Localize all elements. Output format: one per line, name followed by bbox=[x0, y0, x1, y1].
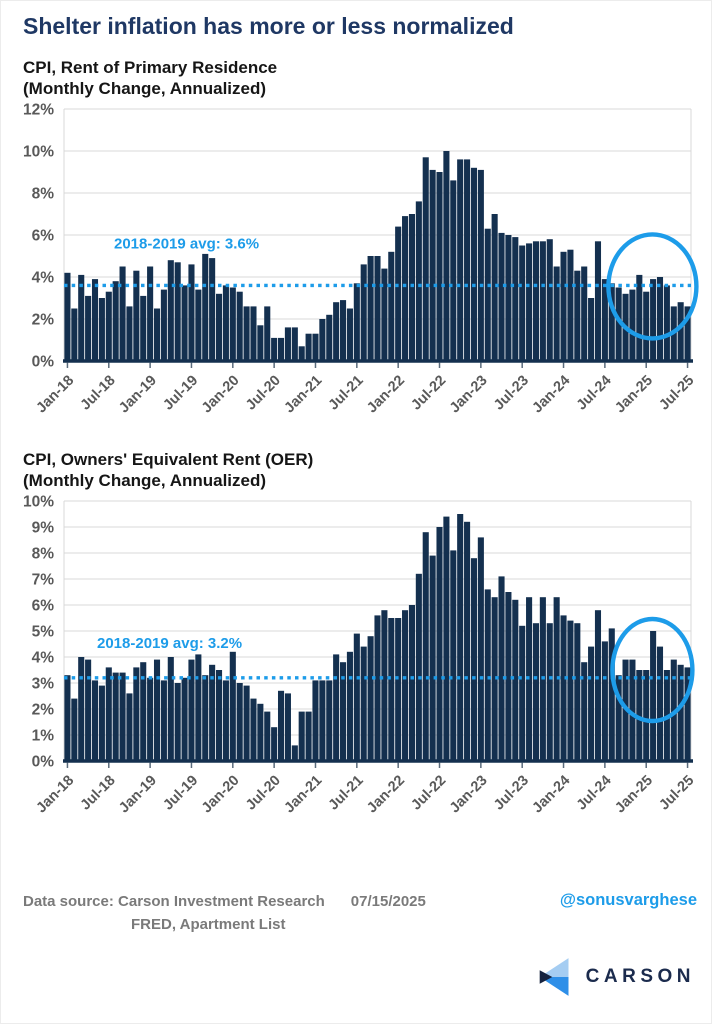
bar-month-68 bbox=[533, 241, 539, 361]
x-tick-label: Jul-23 bbox=[491, 372, 533, 414]
x-tick-label: Jan-24 bbox=[529, 372, 574, 417]
bar-month-68 bbox=[533, 623, 539, 761]
bar-month-46 bbox=[381, 269, 387, 361]
bar-month-2 bbox=[78, 657, 84, 761]
bar-month-35 bbox=[306, 334, 312, 361]
bar-month-14 bbox=[161, 290, 167, 361]
x-tick-label: Jul-19 bbox=[160, 772, 202, 814]
bar-month-36 bbox=[312, 680, 318, 761]
bar-month-59 bbox=[471, 558, 477, 761]
bar-month-57 bbox=[457, 514, 463, 761]
bar-month-14 bbox=[161, 680, 167, 761]
bar-month-63 bbox=[498, 233, 504, 361]
bar-month-8 bbox=[120, 673, 126, 761]
x-tick-label: Jul-25 bbox=[656, 772, 698, 814]
data-source-line bbox=[23, 893, 426, 910]
bar-month-57 bbox=[457, 159, 463, 361]
x-tick-label: Jul-18 bbox=[77, 772, 119, 814]
bar-month-12 bbox=[147, 678, 153, 761]
bar-month-39 bbox=[333, 654, 339, 761]
bar-month-17 bbox=[182, 678, 188, 761]
bar-month-1 bbox=[71, 699, 77, 761]
bar-month-3 bbox=[85, 660, 91, 761]
bar-month-77 bbox=[595, 241, 601, 361]
y-tick-label: 8% bbox=[31, 545, 54, 563]
y-tick-label: 6% bbox=[31, 597, 54, 615]
bar-month-65 bbox=[512, 237, 518, 361]
oer-chart-title-line2: (Monthly Change, Annualized) bbox=[23, 471, 267, 490]
x-tick-label: Jan-22 bbox=[364, 772, 408, 817]
bar-month-15 bbox=[168, 260, 174, 361]
bar-month-16 bbox=[175, 683, 181, 761]
x-tick-label: Jul-25 bbox=[656, 372, 698, 414]
bar-month-75 bbox=[581, 267, 587, 362]
bar-month-61 bbox=[485, 229, 491, 361]
bar-month-56 bbox=[450, 550, 456, 761]
bar-month-41 bbox=[347, 309, 353, 362]
rent-chart-title-line1: CPI, Rent of Primary Residence bbox=[23, 58, 278, 77]
bar-month-7 bbox=[113, 281, 119, 361]
x-tick-label: Jan-22 bbox=[364, 372, 408, 417]
bar-month-31 bbox=[278, 691, 284, 761]
bar-month-33 bbox=[292, 745, 298, 761]
bar-month-5 bbox=[99, 298, 105, 361]
y-tick-label: 9% bbox=[31, 519, 54, 537]
bar-month-85 bbox=[650, 279, 656, 361]
bar-month-58 bbox=[464, 522, 470, 761]
bar-month-18 bbox=[188, 660, 194, 761]
x-tick-label: Jan-20 bbox=[198, 372, 243, 417]
y-tick-label: 6% bbox=[31, 227, 54, 245]
bar-month-10 bbox=[133, 667, 139, 761]
average-annotation: 2018-2019 avg: 3.2% bbox=[97, 634, 243, 652]
bar-month-24 bbox=[230, 652, 236, 761]
bar-month-53 bbox=[430, 556, 436, 761]
bar-month-54 bbox=[436, 527, 442, 761]
rent-chart-section bbox=[1, 57, 711, 433]
bar-month-26 bbox=[244, 686, 250, 761]
bar-month-84 bbox=[643, 670, 649, 761]
x-tick-label: Jan-25 bbox=[612, 372, 657, 417]
x-tick-label: Jan-24 bbox=[529, 772, 574, 817]
bar-month-43 bbox=[361, 264, 367, 361]
bar-month-29 bbox=[264, 306, 270, 361]
bar-month-54 bbox=[436, 172, 442, 361]
bar-month-27 bbox=[250, 306, 256, 361]
bar-month-30 bbox=[271, 338, 277, 361]
bar-month-16 bbox=[175, 262, 181, 361]
y-tick-label: 7% bbox=[31, 571, 54, 589]
bar-month-19 bbox=[195, 654, 201, 761]
carson-logo-icon bbox=[537, 955, 573, 999]
y-tick-label: 8% bbox=[31, 185, 54, 203]
x-tick-label: Jul-21 bbox=[325, 772, 367, 814]
bar-month-67 bbox=[526, 243, 532, 361]
x-tick-label: Jul-18 bbox=[77, 372, 119, 414]
bar-month-39 bbox=[333, 302, 339, 361]
rent-chart bbox=[1, 101, 711, 433]
y-tick-label: 10% bbox=[22, 143, 54, 161]
x-tick-label: Jul-23 bbox=[491, 772, 533, 814]
bar-month-60 bbox=[478, 537, 484, 761]
bar-month-18 bbox=[188, 264, 194, 361]
carson-logo bbox=[537, 955, 695, 999]
bar-month-38 bbox=[326, 315, 332, 361]
bar-month-89 bbox=[678, 302, 684, 361]
bar-month-20 bbox=[202, 254, 208, 361]
x-tick-label: Jan-19 bbox=[116, 772, 160, 817]
y-tick-label: 5% bbox=[31, 623, 54, 641]
bar-month-58 bbox=[464, 159, 470, 361]
bar-month-56 bbox=[450, 180, 456, 361]
bar-month-6 bbox=[106, 667, 112, 761]
bar-month-3 bbox=[85, 296, 91, 361]
bar-month-48 bbox=[395, 227, 401, 361]
bar-month-52 bbox=[423, 157, 429, 361]
x-tick-label: Jan-25 bbox=[612, 772, 657, 817]
x-tick-label: Jul-20 bbox=[243, 372, 284, 414]
bar-month-74 bbox=[574, 623, 580, 761]
bar-month-76 bbox=[588, 298, 594, 361]
bar-month-49 bbox=[402, 610, 408, 761]
bar-month-12 bbox=[147, 267, 153, 362]
x-tick-label: Jan-19 bbox=[116, 372, 160, 417]
x-tick-label: Jan-20 bbox=[198, 772, 243, 817]
bar-month-44 bbox=[368, 636, 374, 761]
bar-month-26 bbox=[244, 306, 250, 361]
bar-month-22 bbox=[216, 670, 222, 761]
bar-month-23 bbox=[223, 680, 229, 761]
bar-month-28 bbox=[257, 325, 263, 361]
y-tick-label: 0% bbox=[31, 353, 54, 371]
date-text: 07/15/2025 bbox=[350, 893, 426, 910]
bar-month-40 bbox=[340, 300, 346, 361]
oer-chart-title bbox=[23, 449, 711, 491]
x-tick-label: Jan-21 bbox=[281, 372, 326, 417]
bar-month-13 bbox=[154, 660, 160, 761]
bar-month-59 bbox=[471, 168, 477, 361]
x-tick-label: Jul-21 bbox=[325, 372, 367, 414]
y-tick-label: 3% bbox=[31, 675, 54, 693]
bar-month-1 bbox=[71, 309, 77, 362]
bar-month-15 bbox=[168, 657, 174, 761]
x-tick-label: Jul-19 bbox=[160, 372, 202, 414]
bar-month-77 bbox=[595, 610, 601, 761]
bar-month-60 bbox=[478, 170, 484, 361]
bar-month-5 bbox=[99, 686, 105, 761]
bar-month-20 bbox=[202, 675, 208, 761]
bar-month-34 bbox=[299, 712, 305, 761]
x-tick-label: Jan-18 bbox=[33, 372, 78, 417]
bar-month-9 bbox=[126, 306, 132, 361]
bar-month-27 bbox=[250, 699, 256, 761]
x-tick-label: Jul-20 bbox=[243, 772, 284, 814]
oer-chart-title-line1: CPI, Owners' Equivalent Rent (OER) bbox=[23, 450, 314, 469]
bar-month-70 bbox=[547, 623, 553, 761]
bar-month-72 bbox=[560, 252, 566, 361]
x-tick-label: Jan-21 bbox=[281, 772, 326, 817]
bar-month-25 bbox=[237, 292, 243, 361]
data-source-line2: FRED, Apartment List bbox=[131, 916, 286, 933]
bar-month-47 bbox=[388, 252, 394, 361]
bar-month-66 bbox=[519, 626, 525, 761]
x-tick-label: Jul-24 bbox=[573, 772, 615, 814]
bar-month-17 bbox=[182, 285, 188, 361]
bar-month-64 bbox=[505, 235, 511, 361]
bar-month-87 bbox=[664, 285, 670, 361]
bar-month-72 bbox=[560, 615, 566, 761]
x-tick-label: Jan-18 bbox=[33, 772, 78, 817]
bar-month-29 bbox=[264, 712, 270, 761]
bar-month-37 bbox=[319, 680, 325, 761]
bar-month-51 bbox=[416, 201, 422, 361]
bar-month-8 bbox=[120, 267, 126, 362]
y-tick-label: 2% bbox=[31, 701, 54, 719]
data-source-text: Data source: Carson Investment Research bbox=[23, 893, 325, 910]
bar-month-50 bbox=[409, 214, 415, 361]
bar-month-32 bbox=[285, 693, 291, 761]
bar-month-49 bbox=[402, 216, 408, 361]
y-tick-label: 4% bbox=[31, 269, 54, 287]
bar-month-82 bbox=[629, 290, 635, 361]
bar-month-43 bbox=[361, 647, 367, 761]
bar-month-2 bbox=[78, 275, 84, 361]
bar-month-55 bbox=[443, 151, 449, 361]
bar-month-71 bbox=[554, 267, 560, 362]
bar-month-0 bbox=[64, 675, 70, 761]
x-tick-label: Jul-22 bbox=[408, 372, 450, 414]
bar-month-31 bbox=[278, 338, 284, 361]
bar-month-70 bbox=[547, 239, 553, 361]
page-title: Shelter inflation has more or less normalized bbox=[23, 13, 514, 39]
twitter-handle-link[interactable]: @sonusvarghese bbox=[559, 891, 697, 909]
bar-month-66 bbox=[519, 246, 525, 362]
bar-month-4 bbox=[92, 279, 98, 361]
average-annotation: 2018-2019 avg: 3.6% bbox=[114, 235, 260, 253]
oer-chart bbox=[1, 493, 711, 831]
oer-chart-section bbox=[1, 449, 711, 831]
x-tick-label: Jan-23 bbox=[446, 372, 491, 417]
bar-month-47 bbox=[388, 618, 394, 761]
bar-month-6 bbox=[106, 292, 112, 361]
bar-month-52 bbox=[423, 532, 429, 761]
bar-month-45 bbox=[374, 615, 380, 761]
bar-month-62 bbox=[492, 214, 498, 361]
y-tick-label: 12% bbox=[22, 101, 54, 119]
y-tick-label: 2% bbox=[31, 311, 54, 329]
bar-month-83 bbox=[636, 275, 642, 361]
bar-month-73 bbox=[567, 621, 573, 761]
bar-month-50 bbox=[409, 605, 415, 761]
carson-logo-text: CARSON bbox=[585, 966, 695, 987]
rent-chart-title bbox=[23, 57, 711, 99]
bar-month-38 bbox=[326, 680, 332, 761]
x-tick-label: Jan-23 bbox=[446, 772, 491, 817]
bar-month-73 bbox=[567, 250, 573, 361]
bar-month-48 bbox=[395, 618, 401, 761]
rent-chart-title-line2: (Monthly Change, Annualized) bbox=[23, 79, 267, 98]
bar-month-32 bbox=[285, 327, 291, 361]
bar-month-33 bbox=[292, 327, 298, 361]
bar-month-36 bbox=[312, 334, 318, 361]
y-tick-label: 10% bbox=[22, 493, 54, 511]
bar-month-24 bbox=[230, 288, 236, 362]
x-tick-label: Jul-22 bbox=[408, 772, 450, 814]
bar-month-11 bbox=[140, 296, 146, 361]
bar-month-35 bbox=[306, 712, 312, 761]
bar-month-4 bbox=[92, 680, 98, 761]
bar-month-51 bbox=[416, 574, 422, 761]
x-tick-label: Jul-24 bbox=[573, 372, 615, 414]
bar-month-19 bbox=[195, 290, 201, 361]
y-tick-label: 4% bbox=[31, 649, 54, 667]
bar-month-34 bbox=[299, 346, 305, 361]
bar-month-9 bbox=[126, 693, 132, 761]
bar-month-25 bbox=[237, 683, 243, 761]
bar-month-45 bbox=[374, 256, 380, 361]
bar-month-63 bbox=[498, 576, 504, 761]
footer bbox=[1, 837, 711, 1023]
bar-month-65 bbox=[512, 600, 518, 761]
y-tick-label: 0% bbox=[31, 753, 54, 771]
bar-month-86 bbox=[657, 647, 663, 761]
bar-month-23 bbox=[223, 285, 229, 361]
bar-month-76 bbox=[588, 647, 594, 761]
bar-month-30 bbox=[271, 727, 277, 761]
bar-month-78 bbox=[602, 641, 608, 761]
bar-month-28 bbox=[257, 704, 263, 761]
y-tick-label: 1% bbox=[31, 727, 54, 745]
bar-month-41 bbox=[347, 652, 353, 761]
bar-month-46 bbox=[381, 610, 387, 761]
bar-month-86 bbox=[657, 277, 663, 361]
bar-month-37 bbox=[319, 319, 325, 361]
bar-month-44 bbox=[368, 256, 374, 361]
bar-month-22 bbox=[216, 294, 222, 361]
bar-month-55 bbox=[443, 517, 449, 761]
bar-month-61 bbox=[485, 589, 491, 761]
bar-month-69 bbox=[540, 241, 546, 361]
bar-month-21 bbox=[209, 258, 215, 361]
bar-month-84 bbox=[643, 292, 649, 361]
bar-month-85 bbox=[650, 631, 656, 761]
bar-month-42 bbox=[354, 283, 360, 361]
bar-month-42 bbox=[354, 634, 360, 761]
bar-month-7 bbox=[113, 673, 119, 761]
bar-month-53 bbox=[430, 170, 436, 361]
bar-month-13 bbox=[154, 309, 160, 362]
